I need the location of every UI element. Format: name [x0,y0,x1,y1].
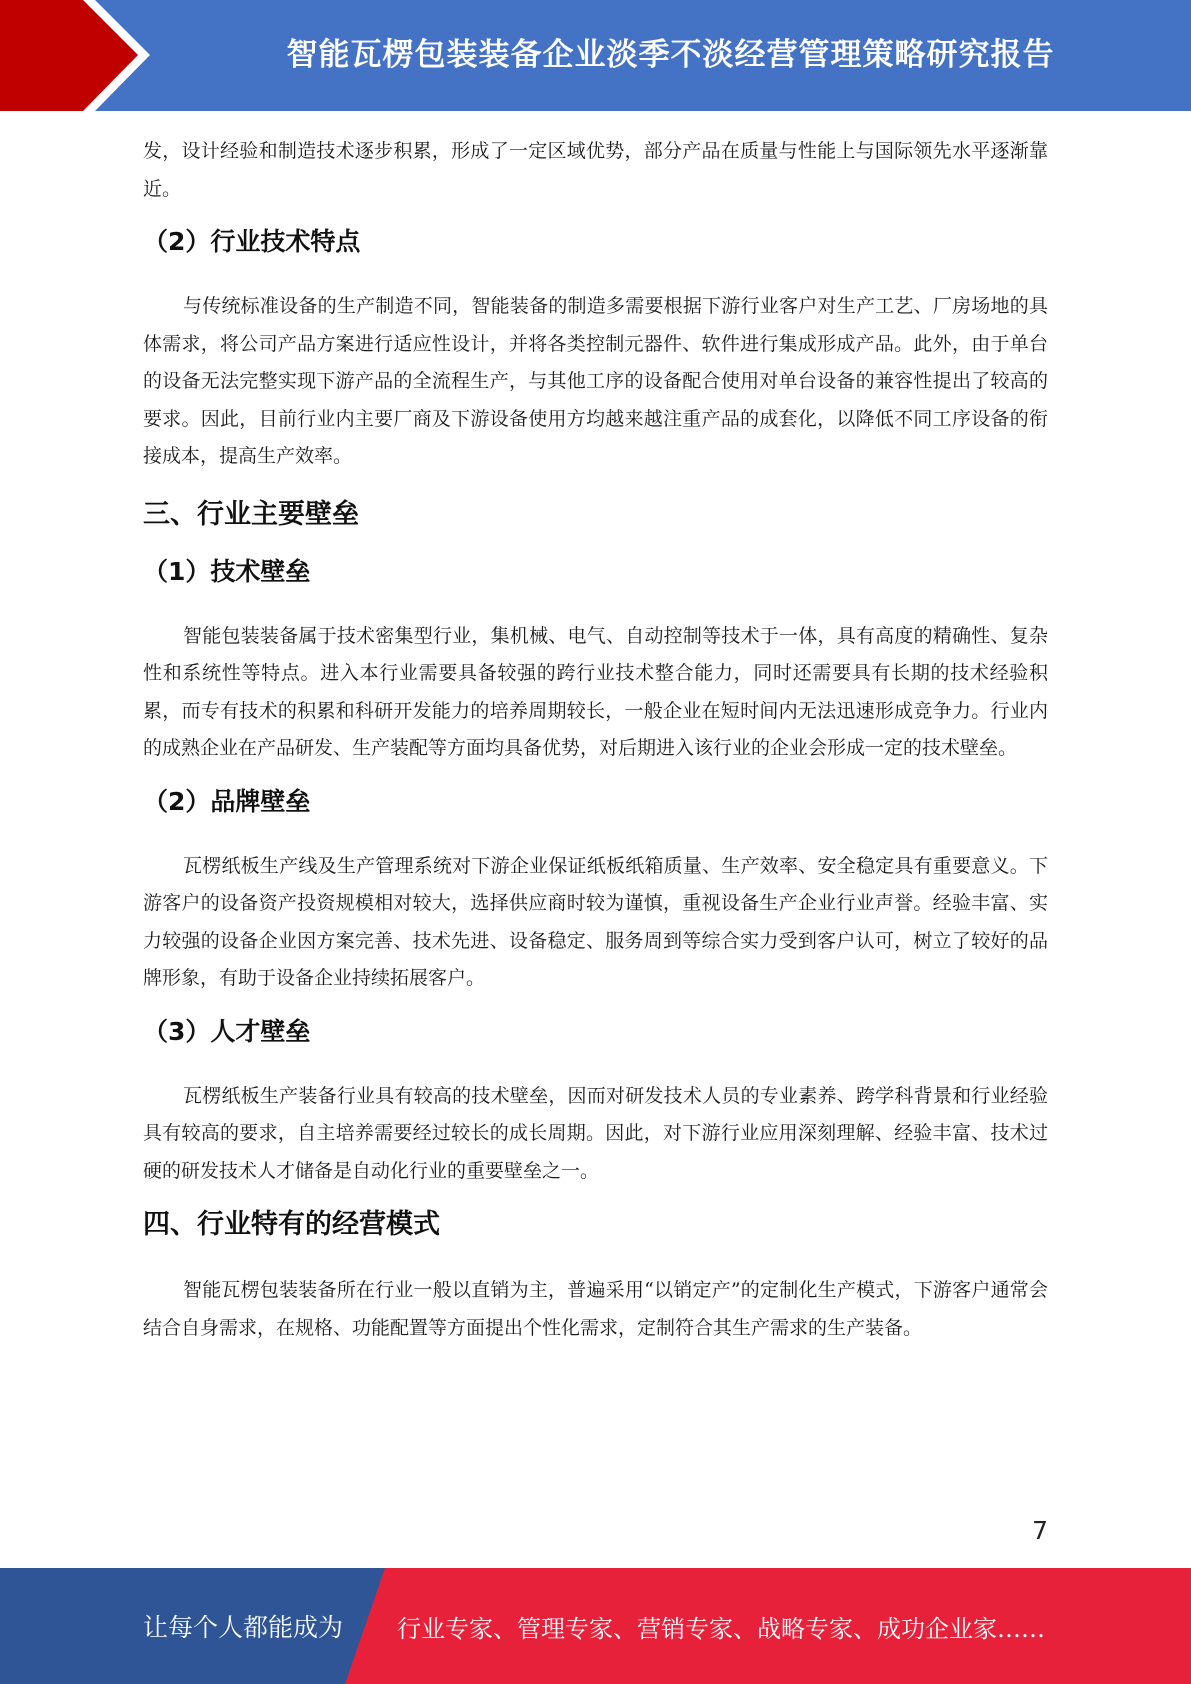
subheading-talent-barrier: （3）人才壁垒 [143,1016,311,1046]
footer-slogan-right: 行业专家、管理专家、营销专家、战略专家、成功企业家…… [397,1614,1045,1643]
page-header [0,0,1191,111]
paragraph-business-model: 智能瓦楞包装装备所在行业一般以直销为主，普遍采用“以销定产”的定制化生产模式，下游客户通常会结合自身需求，在规格、功能配置等方面提出个性化需求，定制符合其生产需求的生产装备。 [143,1279,1048,1339]
subheading-brand-barrier: （2）品牌壁垒 [143,786,311,816]
footer-slogan-left: 让每个人都能成为 [143,1613,344,1642]
page-footer [0,1568,1191,1684]
subheading-tech-features: （2）行业技术特点 [143,227,361,256]
page-number: 7 [1032,1516,1048,1545]
paragraph-tech-features: 与传统标准设备的生产制造不同，智能装备的制造多需要根据下游行业客户对生产工艺、厂房场地的具体需求，将公司产品方案进行适应性设计，并将各类控制元器件、软件进行集成形成产品。此外，由于单台的设备无法完整实现下游产品的全流程生产，与其他工序的设备配合使用对单台设备的兼容性提出了较高的要求。因此，目前行业内主要厂商及下游设备使用方均越来越注重产品的成套化，以降低不同工序设备的衔接成本，提高生产效率。 [143,295,1048,467]
subheading-tech-barrier: （1）技术壁垒 [143,556,311,586]
section-heading-barriers: 三、行业主要壁垒 [143,498,359,530]
chevron-arrow-icon [0,0,160,111]
section-heading-business-model: 四、行业特有的经营模式 [143,1209,440,1240]
paragraph-talent-barrier: 瓦楞纸板生产装备行业具有较高的技术壁垒，因而对研发技术人员的专业素养、跨学科背景和行业经验具有较高的要求，自主培养需要经过较长的成长周期。因此，对下游行业应用深刻理解、经验丰富、技术过硬的研发技术人才储备是自动化行业的重要壁垒之一。 [143,1084,1048,1182]
paragraph-tech-barrier: 智能包装装备属于技术密集型行业，集机械、电气、自动控制等技术于一体，具有高度的精确性、复杂性和系统性等特点。进入本行业需要具备较强的跨行业技术整合能力，同时还需要具有长期的技术经验积累，而专有技术的积累和科研开发能力的培养周期较长，一般企业在短时间内无法迅速形成竞争力。行业内的成熟企业在产品研发、生产装配等方面均具备优势，对后期进入该行业的企业会形成一定的技术壁垒。 [143,624,1048,759]
paragraph-brand-barrier: 瓦楞纸板生产线及生产管理系统对下游企业保证纸板纸箱质量、生产效率、安全稳定具有重要意义。下游客户的设备资产投资规模相对较大，选择供应商时较为谨慎，重视设备生产企业行业声誉。经验丰富、实力较强的设备企业因方案完善、技术先进、设备稳定、服务周到等综合实力受到客户认可，树立了较好的品牌形象，有助于设备企业持续拓展客户。 [143,854,1048,989]
document-body [143,133,1048,1347]
report-title: 智能瓦楞包装装备企业淡季不淡经营管理策略研究报告 [286,36,1055,73]
paragraph-continued: 发，设计经验和制造技术逐步积累，形成了一定区域优势，部分产品在质量与性能上与国际领先水平逐渐靠近。 [143,140,1048,200]
